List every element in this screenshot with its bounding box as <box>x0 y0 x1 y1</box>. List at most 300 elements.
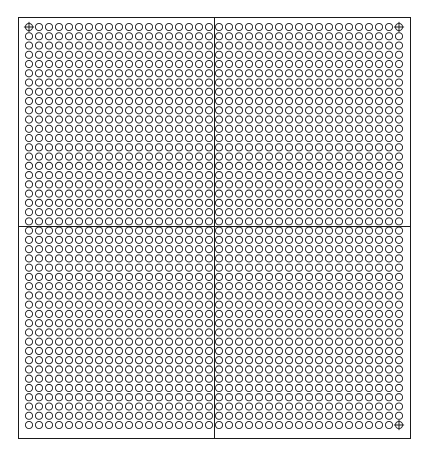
ball-pad <box>355 320 362 327</box>
ball-pad <box>335 171 342 178</box>
ball-pad <box>155 412 162 419</box>
ball-pad <box>275 273 282 280</box>
ball-pad <box>355 97 362 104</box>
ball-pad <box>305 153 312 160</box>
ball-pad <box>225 273 232 280</box>
ball-pad <box>35 51 42 58</box>
ball-pad <box>235 357 242 364</box>
ball-pad <box>335 320 342 327</box>
ball-pad <box>385 227 392 234</box>
ball-pad <box>75 320 82 327</box>
ball-pad <box>25 412 32 419</box>
ball-pad <box>235 421 242 428</box>
ball-pad <box>75 366 82 373</box>
ball-pad <box>135 79 142 86</box>
ball-pad <box>345 357 352 364</box>
ball-pad <box>155 246 162 253</box>
ball-pad <box>95 347 102 354</box>
ball-pad <box>55 42 62 49</box>
ball-pad <box>25 310 32 317</box>
ball-pad <box>315 181 322 188</box>
ball-pad <box>355 23 362 30</box>
ball-pad <box>255 329 262 336</box>
ball-pad <box>95 310 102 317</box>
ball-pad <box>125 199 132 206</box>
ball-pad <box>395 384 402 391</box>
ball-pad <box>345 329 352 336</box>
ball-pad <box>235 320 242 327</box>
ball-pad <box>285 218 292 225</box>
ball-pad <box>145 320 152 327</box>
ball-pad <box>45 23 52 30</box>
ball-pad <box>155 190 162 197</box>
ball-pad <box>245 171 252 178</box>
ball-pad <box>105 255 112 262</box>
ball-pad <box>355 42 362 49</box>
ball-pad <box>365 190 372 197</box>
ball-pad <box>65 171 72 178</box>
ball-pad <box>135 375 142 382</box>
ball-pad <box>145 153 152 160</box>
ball-pad <box>325 227 332 234</box>
ball-pad <box>105 88 112 95</box>
ball-pad <box>215 88 222 95</box>
ball-pad <box>335 246 342 253</box>
ball-pad <box>75 79 82 86</box>
ball-pad <box>365 171 372 178</box>
ball-pad <box>365 181 372 188</box>
ball-pad <box>65 310 72 317</box>
ball-pad <box>265 394 272 401</box>
ball-pad <box>125 162 132 169</box>
ball-pad <box>105 329 112 336</box>
ball-pad <box>355 116 362 123</box>
ball-pad <box>215 273 222 280</box>
ball-pad <box>225 357 232 364</box>
ball-pad <box>165 394 172 401</box>
ball-pad <box>375 255 382 262</box>
ball-pad <box>115 375 122 382</box>
ball-pad <box>115 292 122 299</box>
ball-pad <box>255 153 262 160</box>
ball-pad <box>135 255 142 262</box>
ball-pad <box>25 273 32 280</box>
ball-pad <box>175 153 182 160</box>
ball-pad <box>395 273 402 280</box>
ball-pad <box>385 33 392 40</box>
ball-pad <box>195 88 202 95</box>
ball-pad <box>205 153 212 160</box>
ball-pad <box>205 60 212 67</box>
ball-pad <box>255 199 262 206</box>
ball-pad <box>255 88 262 95</box>
ball-pad <box>315 421 322 428</box>
ball-pad <box>165 273 172 280</box>
ball-pad <box>215 246 222 253</box>
ball-pad <box>125 171 132 178</box>
ball-pad <box>285 246 292 253</box>
ball-pad <box>375 236 382 243</box>
ball-pad <box>285 283 292 290</box>
ball-pad <box>265 292 272 299</box>
ball-pad <box>305 394 312 401</box>
ball-pad <box>395 227 402 234</box>
ball-pad <box>385 366 392 373</box>
ball-pad <box>355 283 362 290</box>
ball-pad <box>345 51 352 58</box>
ball-pad <box>25 292 32 299</box>
ball-pad <box>295 60 302 67</box>
ball-pad <box>165 153 172 160</box>
ball-pad <box>115 236 122 243</box>
ball-pad <box>95 246 102 253</box>
ball-pad <box>195 209 202 216</box>
ball-pad <box>285 79 292 86</box>
ball-pad <box>275 199 282 206</box>
ball-pad <box>375 264 382 271</box>
ball-pad <box>145 384 152 391</box>
ball-pad <box>275 375 282 382</box>
ball-pad <box>25 134 32 141</box>
ball-pad <box>185 236 192 243</box>
ball-pad <box>275 246 282 253</box>
ball-pad <box>65 227 72 234</box>
ball-pad <box>355 375 362 382</box>
ball-pad <box>315 79 322 86</box>
ball-pad <box>325 421 332 428</box>
ball-pad <box>385 107 392 114</box>
ball-pad <box>195 357 202 364</box>
ball-pad <box>145 116 152 123</box>
ball-pad <box>265 181 272 188</box>
ball-pad <box>75 134 82 141</box>
ball-pad <box>355 199 362 206</box>
ball-pad <box>265 134 272 141</box>
ball-pad <box>155 218 162 225</box>
ball-pad <box>205 116 212 123</box>
ball-pad <box>135 357 142 364</box>
ball-pad <box>345 301 352 308</box>
ball-pad <box>105 283 112 290</box>
ball-pad <box>375 338 382 345</box>
ball-pad <box>275 310 282 317</box>
ball-pad <box>125 227 132 234</box>
ball-pad <box>215 347 222 354</box>
ball-pad <box>345 209 352 216</box>
ball-pad <box>215 190 222 197</box>
ball-pad <box>205 264 212 271</box>
ball-pad <box>235 125 242 132</box>
ball-pad <box>35 301 42 308</box>
ball-pad <box>175 107 182 114</box>
ball-pad <box>95 421 102 428</box>
ball-pad <box>105 412 112 419</box>
ball-pad <box>345 273 352 280</box>
ball-pad <box>195 338 202 345</box>
ball-pad <box>255 144 262 151</box>
ball-pad <box>45 134 52 141</box>
ball-pad <box>255 310 262 317</box>
ball-pad <box>335 181 342 188</box>
ball-pad <box>85 310 92 317</box>
ball-pad <box>265 171 272 178</box>
ball-pad <box>225 88 232 95</box>
ball-pad <box>135 283 142 290</box>
ball-pad <box>175 292 182 299</box>
ball-pad <box>215 144 222 151</box>
ball-pad <box>55 125 62 132</box>
ball-pad <box>345 42 352 49</box>
ball-pad <box>185 70 192 77</box>
ball-pad <box>235 199 242 206</box>
ball-pad <box>345 116 352 123</box>
ball-pad <box>75 292 82 299</box>
ball-pad <box>95 97 102 104</box>
ball-pad <box>385 218 392 225</box>
ball-pad <box>215 171 222 178</box>
ball-pad <box>355 79 362 86</box>
ball-pad <box>375 218 382 225</box>
ball-pad <box>115 338 122 345</box>
ball-pad <box>115 264 122 271</box>
ball-pad <box>395 283 402 290</box>
ball-pad <box>175 264 182 271</box>
ball-pad <box>305 412 312 419</box>
ball-pad <box>285 292 292 299</box>
ball-pad <box>175 320 182 327</box>
ball-pad <box>305 338 312 345</box>
ball-pad <box>215 227 222 234</box>
ball-pad <box>105 292 112 299</box>
ball-pad <box>135 246 142 253</box>
ball-pad <box>305 171 312 178</box>
ball-pad <box>255 412 262 419</box>
ball-pad <box>125 421 132 428</box>
ball-pad <box>205 107 212 114</box>
ball-pad <box>95 199 102 206</box>
ball-pad <box>165 23 172 30</box>
ball-pad <box>85 236 92 243</box>
ball-pad <box>105 310 112 317</box>
ball-pad <box>25 60 32 67</box>
ball-pad <box>105 144 112 151</box>
ball-pad <box>45 79 52 86</box>
ball-pad <box>325 60 332 67</box>
ball-pad <box>355 33 362 40</box>
ball-pad <box>75 70 82 77</box>
ball-pad <box>365 236 372 243</box>
ball-pad <box>295 162 302 169</box>
ball-pad <box>195 283 202 290</box>
ball-pad <box>375 42 382 49</box>
ball-pad <box>375 171 382 178</box>
ball-pad <box>205 310 212 317</box>
ball-pad <box>195 162 202 169</box>
ball-pad <box>235 329 242 336</box>
ball-pad <box>365 51 372 58</box>
ball-pad <box>45 394 52 401</box>
ball-pad <box>305 51 312 58</box>
ball-pad <box>45 190 52 197</box>
ball-pad <box>205 357 212 364</box>
ball-pad <box>105 246 112 253</box>
ball-pad <box>315 338 322 345</box>
ball-pad <box>235 88 242 95</box>
ball-pad <box>225 412 232 419</box>
ball-pad <box>265 79 272 86</box>
ball-pad <box>265 357 272 364</box>
ball-pad <box>235 181 242 188</box>
ball-pad <box>65 134 72 141</box>
ball-pad <box>245 421 252 428</box>
ball-pad <box>115 227 122 234</box>
ball-pad <box>105 60 112 67</box>
ball-pad <box>85 246 92 253</box>
ball-pad <box>225 23 232 30</box>
ball-pad <box>325 116 332 123</box>
ball-pad <box>215 70 222 77</box>
ball-pad <box>55 394 62 401</box>
ball-pad <box>175 310 182 317</box>
ball-pad <box>245 125 252 132</box>
ball-pad <box>65 79 72 86</box>
ball-pad <box>125 347 132 354</box>
ball-pad <box>45 144 52 151</box>
ball-pad <box>375 107 382 114</box>
ball-pad <box>255 264 262 271</box>
ball-pad <box>25 283 32 290</box>
ball-pad <box>155 209 162 216</box>
ball-pad <box>25 218 32 225</box>
ball-pad <box>95 375 102 382</box>
ball-pad <box>245 366 252 373</box>
ball-pad <box>185 218 192 225</box>
ball-pad <box>85 70 92 77</box>
ball-pad <box>375 384 382 391</box>
ball-pad <box>385 283 392 290</box>
ball-pad <box>45 42 52 49</box>
ball-pad <box>165 338 172 345</box>
ball-pad <box>35 218 42 225</box>
ball-pad <box>345 88 352 95</box>
ball-pad <box>95 162 102 169</box>
ball-pad <box>345 134 352 141</box>
ball-pad <box>75 218 82 225</box>
ball-pad <box>335 421 342 428</box>
ball-pad <box>205 283 212 290</box>
ball-pad <box>265 320 272 327</box>
ball-pad <box>155 97 162 104</box>
ball-pad <box>335 162 342 169</box>
ball-pad <box>75 60 82 67</box>
ball-pad <box>185 125 192 132</box>
ball-pad <box>335 338 342 345</box>
ball-pad <box>305 421 312 428</box>
ball-pad <box>75 357 82 364</box>
ball-pad <box>325 33 332 40</box>
ball-pad <box>395 329 402 336</box>
ball-pad <box>35 394 42 401</box>
ball-pad <box>185 264 192 271</box>
ball-pad <box>185 394 192 401</box>
ball-pad <box>95 218 102 225</box>
ball-pad <box>215 199 222 206</box>
ball-pad <box>135 97 142 104</box>
ball-pad <box>25 394 32 401</box>
ball-pad <box>45 171 52 178</box>
ball-pad <box>355 51 362 58</box>
ball-pad <box>185 107 192 114</box>
ball-pad <box>385 171 392 178</box>
ball-pad <box>85 320 92 327</box>
ball-pad <box>225 264 232 271</box>
ball-pad <box>395 246 402 253</box>
ball-pad <box>105 23 112 30</box>
ball-pad <box>95 403 102 410</box>
ball-pad <box>185 181 192 188</box>
ball-pad <box>105 273 112 280</box>
ball-pad <box>175 227 182 234</box>
ball-pad <box>285 227 292 234</box>
ball-pad <box>345 79 352 86</box>
ball-pad <box>225 107 232 114</box>
ball-pad <box>55 357 62 364</box>
ball-pad <box>355 181 362 188</box>
ball-pad <box>395 357 402 364</box>
ball-pad <box>155 255 162 262</box>
ball-pad <box>215 357 222 364</box>
ball-pad <box>325 88 332 95</box>
ball-pad <box>125 320 132 327</box>
ball-pad <box>95 255 102 262</box>
ball-pad <box>85 116 92 123</box>
ball-pad <box>115 79 122 86</box>
ball-pad <box>295 153 302 160</box>
ball-pad <box>115 246 122 253</box>
ball-pad <box>305 357 312 364</box>
ball-pad <box>105 190 112 197</box>
ball-pad <box>375 181 382 188</box>
ball-pad <box>375 347 382 354</box>
ball-pad <box>385 320 392 327</box>
ball-pad <box>345 384 352 391</box>
ball-pad <box>135 301 142 308</box>
ball-pad <box>185 246 192 253</box>
ball-pad <box>55 162 62 169</box>
ball-pad <box>275 134 282 141</box>
ball-pad <box>165 33 172 40</box>
ball-pad <box>205 181 212 188</box>
ball-pad <box>195 33 202 40</box>
ball-pad <box>95 384 102 391</box>
ball-pad <box>125 153 132 160</box>
ball-pad <box>185 79 192 86</box>
ball-pad <box>305 116 312 123</box>
ball-pad <box>245 301 252 308</box>
ball-pad <box>385 412 392 419</box>
ball-pad <box>105 320 112 327</box>
ball-pad <box>125 97 132 104</box>
ball-pad <box>375 88 382 95</box>
ball-pad <box>155 292 162 299</box>
ball-pad <box>225 255 232 262</box>
ball-pad <box>115 320 122 327</box>
ball-pad <box>195 42 202 49</box>
ball-pad <box>75 384 82 391</box>
ball-pad <box>95 357 102 364</box>
ball-pad <box>265 421 272 428</box>
ball-pad <box>345 347 352 354</box>
